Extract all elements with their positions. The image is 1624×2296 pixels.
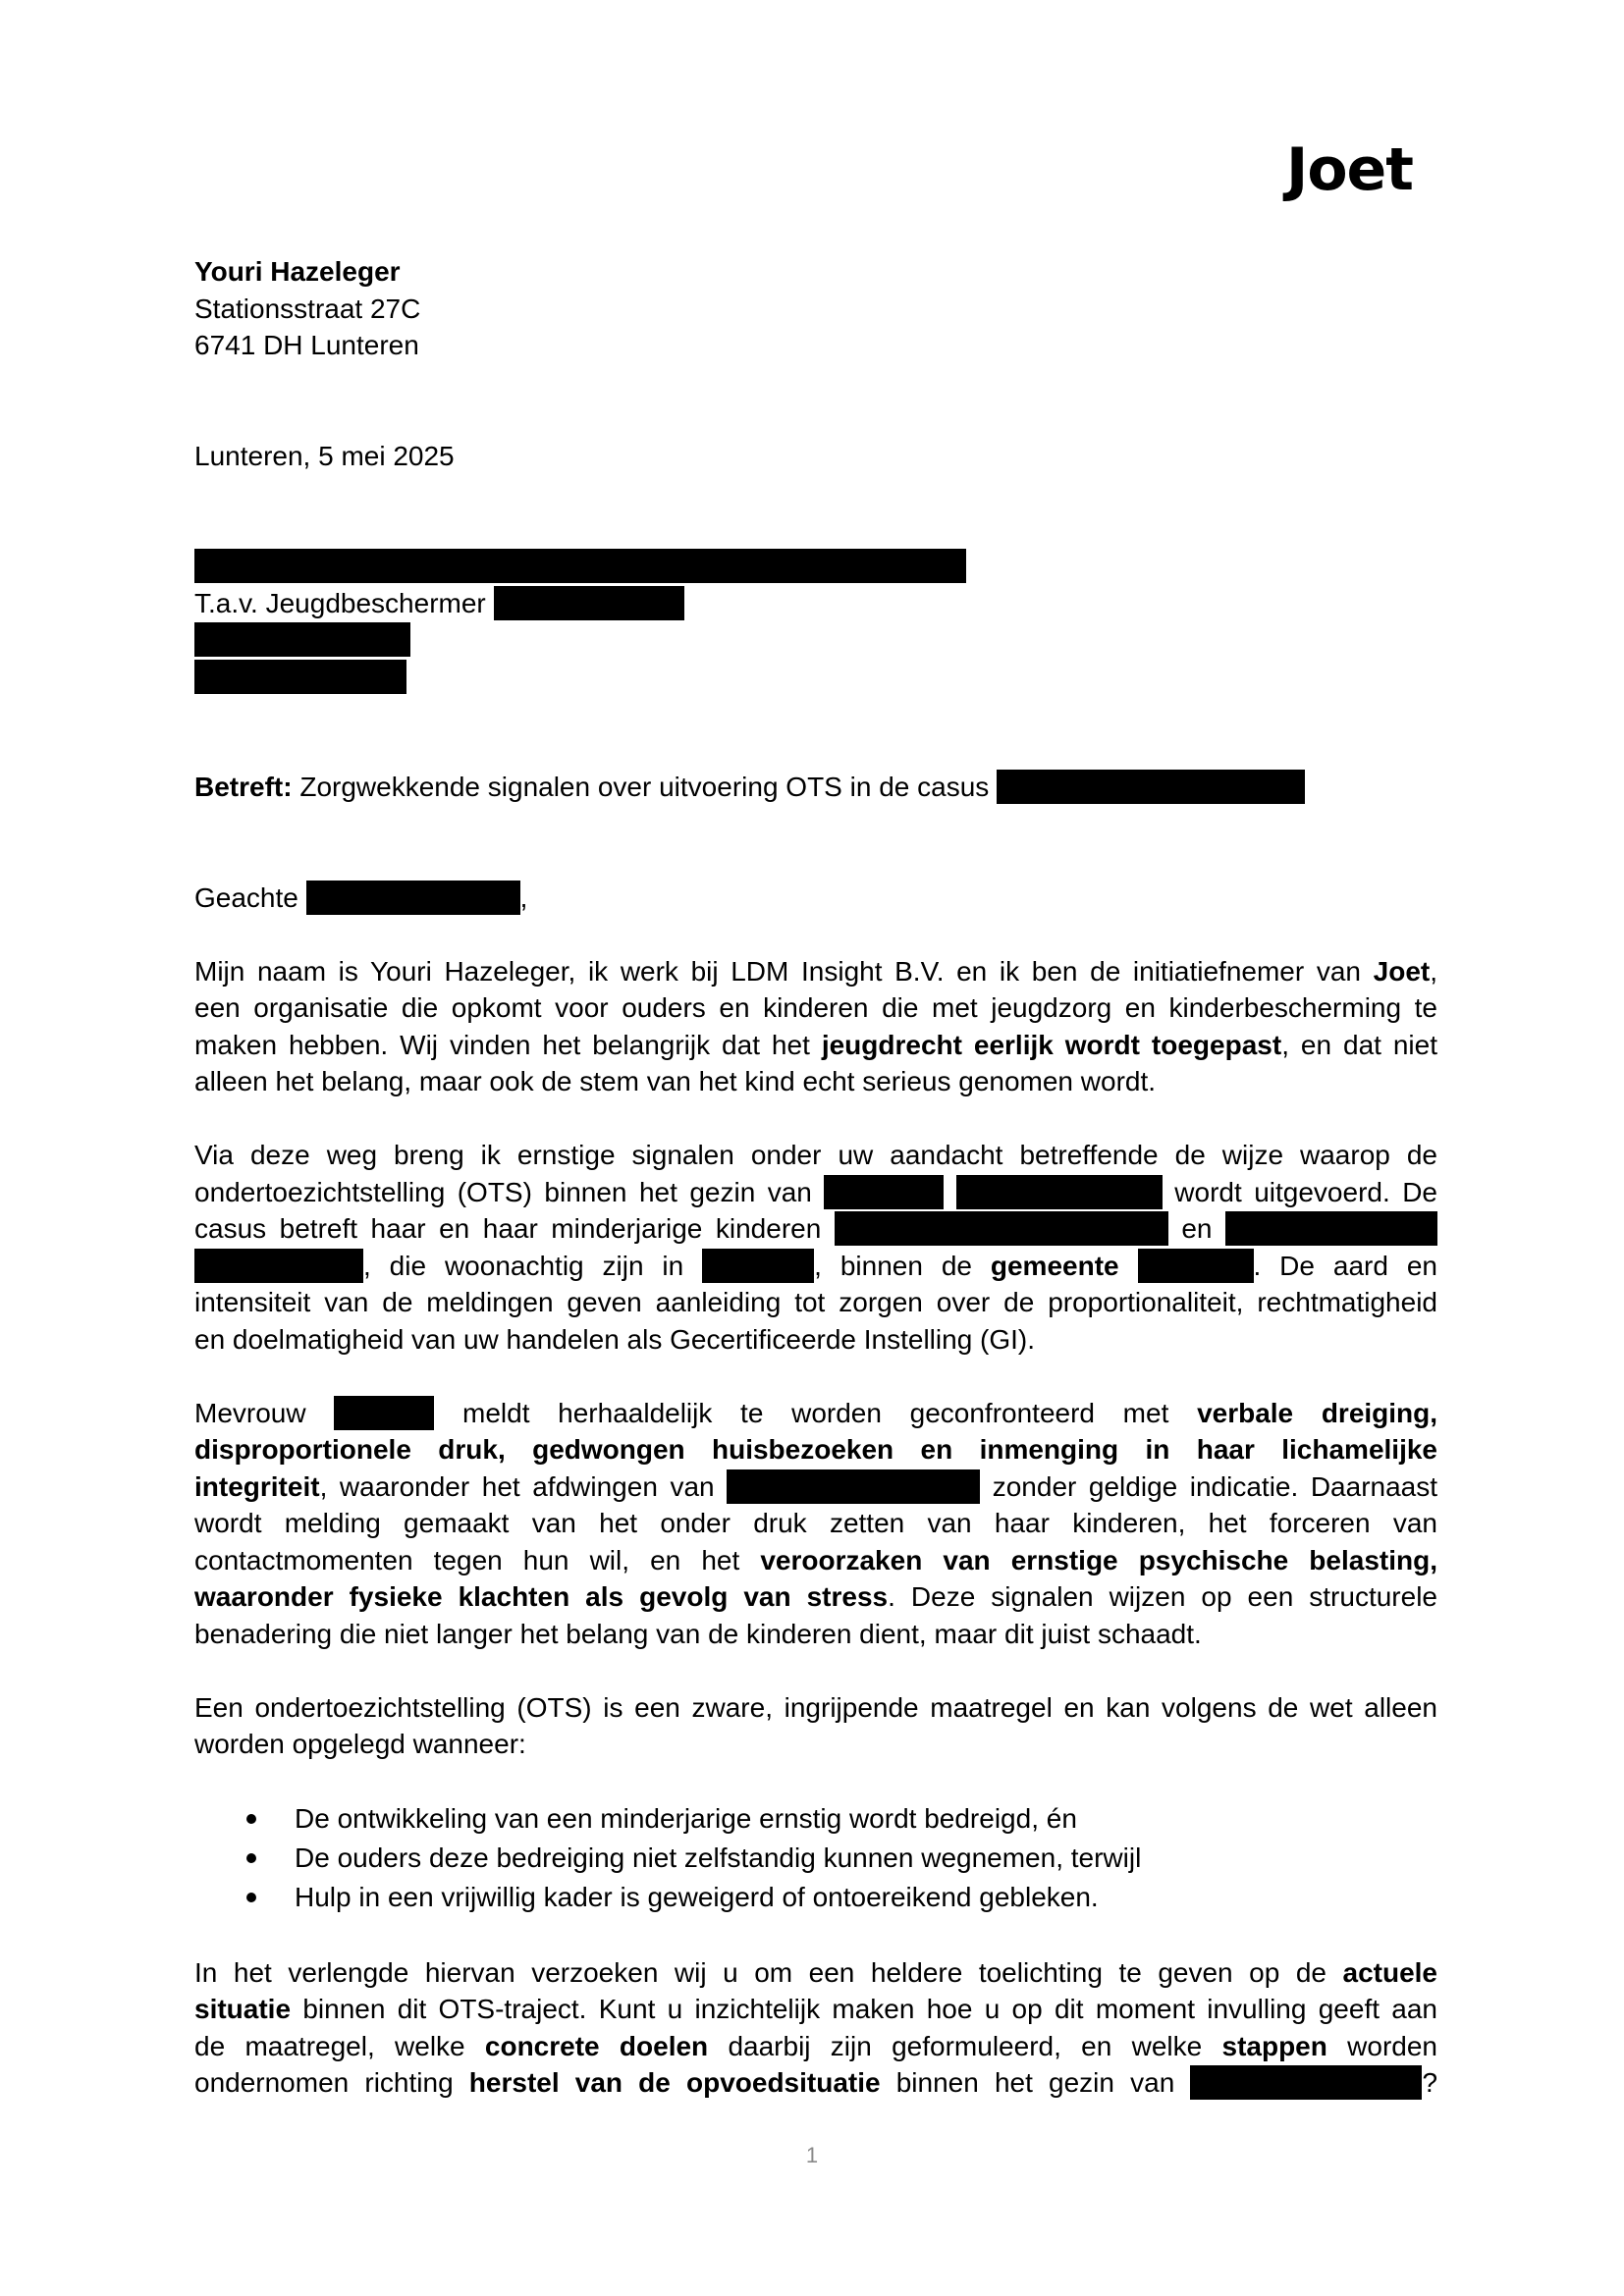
redaction-block <box>194 660 406 694</box>
redaction-block <box>494 586 684 620</box>
sender-city: 6741 DH Lunteren <box>194 330 419 360</box>
page-number: 1 <box>805 2143 819 2167</box>
list-item: De ouders deze bedreiging niet zelfstandig kunnen wegnemen, terwijl <box>194 1839 1437 1878</box>
paragraph-request: In het verlengde hiervan verzoeken wij u om een heldere toelichting te geven op de actuele situatie binnen dit OTS-traject. Kunt u inzichtelijk maken hoe u op dit moment invulling geeft aan de maatregel, welke concrete doelen daarbij zijn geformuleerd, en welke stappen worden ondernomen richting herstel van de opvoedsituatie binnen het gezin van ? <box>194 1956 1438 2098</box>
redaction-block <box>194 1249 363 1283</box>
paragraph-reports: Mevrouw meldt herhaaldelijk te worden geconfronteerd met verbale dreiging, disproportionele druk, gedwongen huisbezoeken en inmenging in haar lichamelijke integriteit, waaronder het afdwingen van zonder geldige indicatie. Daarnaast wordt melding gemaakt van het onder druk zetten van haar kinderen, het forceren van contactmomenten tegen hun wil, en het veroorzaken van ernstige psychische belasting, waaronder fysieke klachten als gevolg van stress. Deze signalen wijzen op een structurele benadering die niet langer het belang van de kinderen dient, maar dit juist schaadt. <box>194 1397 1438 1649</box>
redaction-block <box>334 1396 434 1430</box>
conditions-list <box>194 1799 1437 1917</box>
date-line: Lunteren, 5 mei 2025 <box>194 440 455 471</box>
bullet-icon <box>246 1893 256 1902</box>
recipient-tav: T.a.v. Jeugdbeschermer <box>194 585 1437 622</box>
redaction-block <box>1190 2065 1422 2100</box>
list-item: De ontwikkeling van een minderjarige ernstig wordt bedreigd, én <box>194 1799 1437 1839</box>
paragraph-ots-definition: Een ondertoezichtstelling (OTS) is een zware, ingrijpende maatregel en kan volgens de wet alleen worden opgelegd wanneer: <box>194 1691 1437 1759</box>
subject-line: Betreft: Zorgwekkende signalen over uitvoering OTS in de casus <box>194 769 1437 806</box>
redaction-block <box>702 1249 814 1283</box>
paragraph-intro: Mijn naam is Youri Hazeleger, ik werk bij LDM Insight B.V. en ik ben de initiatiefnemer van Joet, een organisatie die opkomt voor ouders en kinderen die met jeugdzorg en kinderbescherming te maken hebben. Wij vinden het belangrijk dat het jeugdrecht eerlijk wordt toegepast, en dat niet alleen het belang, maar ook de stem van het kind echt serieus genomen wordt. <box>194 955 1438 1096</box>
redaction-block <box>956 1175 1163 1209</box>
bullet-icon <box>246 1853 256 1863</box>
redaction-block <box>727 1469 980 1504</box>
list-item: Hulp in een vrijwillig kader is geweigerd of ontoereikend gebleken. <box>194 1878 1437 1917</box>
recipient-line-4 <box>194 659 1437 696</box>
redaction-block <box>194 622 410 657</box>
recipient-line-1 <box>194 548 1437 585</box>
recipient-line-3 <box>194 621 1437 659</box>
letter-body <box>194 253 1437 2102</box>
bullet-icon <box>246 1814 256 1824</box>
paragraph-signals: Via deze weg breng ik ernstige signalen onder uw aandacht betreffende de wijze waarop de ondertoezichtstelling (OTS) binnen het gezin van wordt uitgevoerd. De casus betreft haar en haar minderjarige kinderen en , die woonachtig zijn in , binnen de gemeente . De aard en intensiteit van de meldingen geven aanleiding tot zorgen over de proportionaliteit, rechtmatigheid en doelmatigheid van uw handelen als Gecertificeerde Instelling (GI). <box>194 1140 1438 1355</box>
sender-name: Youri Hazeleger <box>194 256 401 287</box>
joet-logo: Joet <box>1286 135 1413 204</box>
redaction-block <box>194 549 966 583</box>
sender-street: Stationsstraat 27C <box>194 293 421 324</box>
redaction-block <box>835 1211 1168 1246</box>
redaction-block <box>1225 1211 1437 1246</box>
redaction-block <box>997 770 1305 804</box>
redaction-block <box>306 881 520 915</box>
redaction-block <box>824 1175 944 1209</box>
redaction-block <box>1138 1249 1254 1283</box>
salutation: Geachte , <box>194 881 528 913</box>
